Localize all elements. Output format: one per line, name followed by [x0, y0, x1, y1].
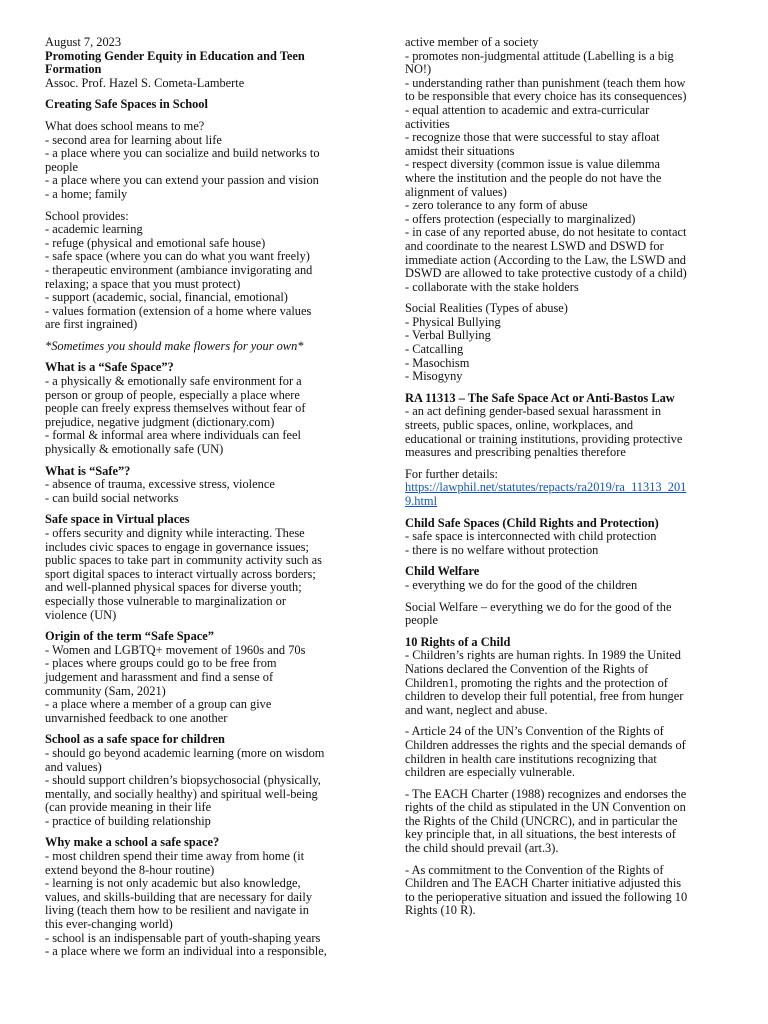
heading-line: Formation	[45, 62, 102, 77]
heading-line: Creating Safe Spaces in School	[45, 97, 208, 112]
text-line: - second area for learning about life	[45, 132, 222, 147]
text-line: mentally, and socially healthy) and spiritual well-being	[45, 786, 318, 801]
text-line: activities	[405, 116, 450, 131]
text-line: - The EACH Charter (1988) recognizes and endorses the	[405, 786, 687, 801]
text-line: Rights (10 R).	[405, 903, 476, 918]
text-line: judgement and harassment and find a sense of	[45, 669, 274, 684]
text-line: extend beyond the 8-hour routine)	[45, 862, 215, 877]
text-line: - places where groups could go to be free from	[45, 656, 277, 671]
italic-note: *Sometimes you should make flowers for your own*	[45, 338, 304, 353]
text-line: people	[405, 613, 439, 628]
heading-line: What is a “Safe Space”?	[45, 360, 174, 375]
text-line: the Rights of the Child (UNCRC), and in particular the	[405, 813, 678, 828]
text-line: Nations declared the Convention of the Rights of	[405, 661, 649, 676]
text-line: unvarnished feedback to one another	[45, 710, 228, 725]
text-line: - can build social networks	[45, 490, 179, 505]
text-line: to the perioperative situation and issued the following 10	[405, 889, 688, 904]
text-line: public spaces to take part in community activity such as	[45, 553, 322, 568]
text-line: where the institution and the people do not have the	[405, 170, 662, 185]
text-line: (can provide meaning in their life	[45, 800, 212, 815]
text-line: - Article 24 of the UN’s Convention of the Rights of	[405, 724, 664, 739]
text-line: values, and skills-building that are necessary for daily	[45, 889, 313, 904]
text-line: - therapeutic environment (ambiance invigorating and	[45, 262, 313, 277]
text-line: and want, neglect and abuse.	[405, 702, 548, 717]
text-line: - there is no welfare without protection	[405, 542, 599, 557]
text-line: - most children spend their time away from home (it	[45, 849, 305, 864]
heading-line: RA 11313 – The Safe Space Act or Anti-Bastos Law	[405, 390, 675, 405]
text-line: key principle that, in all situations, the best interests of	[405, 827, 676, 842]
text-line: - recognize those that were successful to stay afloat	[405, 130, 660, 145]
text-line: - promotes non-judgmental attitude (Labelling is a big	[405, 48, 674, 63]
link-url[interactable]: https://lawphil.net/statutes/repacts/ra2019/ra_11313_201	[405, 480, 687, 495]
text-line: this ever-changing world)	[45, 917, 173, 932]
text-line: - equal attention to academic and extra-curricular	[405, 102, 650, 117]
text-line: - Masochism	[405, 355, 470, 370]
text-line: children are especially vulnerable.	[405, 765, 575, 780]
heading-line: Promoting Gender Equity in Education and Teen	[45, 48, 305, 63]
heading-line: Origin of the term “Safe Space”	[45, 629, 214, 644]
heading-line: Safe space in Virtual places	[45, 512, 190, 527]
text-line: - a place where you can socialize and build networks to	[45, 146, 320, 161]
text-line: - a place where we form an individual into a responsible,	[45, 944, 327, 959]
text-line: - Women and LGBTQ+ movement of 1960s and 70s	[45, 642, 306, 657]
right-column	[405, 36, 725, 918]
text-line: active member of a society	[405, 35, 539, 49]
text-line: - understanding rather than punishment (teach them how	[405, 75, 686, 90]
text-line: people can freely express themselves without fear of	[45, 401, 306, 416]
text-line: DSWD are allowed to take protective custody of a child)	[405, 266, 687, 281]
text-line: sport digital spaces to interact virtually across borders;	[45, 566, 316, 581]
text-line: immediate action (According to the Law, the LSWD and	[405, 252, 686, 267]
text-line: - should go beyond academic learning (more on wisdom	[45, 745, 325, 760]
text-line: Assoc. Prof. Hazel S. Cometa-Lamberte	[45, 75, 245, 90]
text-line: - As commitment to the Convention of the Rights of	[405, 862, 664, 877]
heading-line: School as a safe space for children	[45, 732, 225, 747]
text-line: Children and The EACH Charter initiative adjusted this	[405, 876, 682, 891]
text-line: - refuge (physical and emotional safe house)	[45, 235, 266, 250]
text-line: and values)	[45, 759, 102, 774]
text-line: Social Welfare – everything we do for the good of the	[405, 599, 672, 614]
text-line: - school is an indispensable part of youth-shaping years	[45, 930, 321, 945]
text-line: violence (UN)	[45, 607, 117, 622]
text-line: - safe space is interconnected with child protection	[405, 529, 657, 544]
left-column	[45, 36, 365, 959]
text-line: are first ingrained)	[45, 317, 138, 332]
heading-line: Child Safe Spaces (Child Rights and Protection)	[405, 515, 659, 530]
text-line: - zero tolerance to any form of abuse	[405, 198, 588, 213]
text-line: - respect diversity (common issue is value dilemma	[405, 157, 660, 172]
text-line: living (teach them how to be resilient and navigate in	[45, 903, 309, 918]
text-line: August 7, 2023	[45, 35, 122, 49]
text-line: - absence of trauma, excessive stress, violence	[45, 477, 275, 492]
text-line: and well-planned physical spaces for diverse youth;	[45, 580, 302, 595]
text-line: prejudice, negative judgment (dictionary.com)	[45, 414, 275, 429]
text-line: alignment of values)	[405, 184, 507, 199]
text-line: - Physical Bullying	[405, 314, 501, 329]
text-line: - should support children’s biopsychosocial (physically,	[45, 773, 321, 788]
text-line: and coordinate to the nearest LSWD and DSWD for	[405, 238, 664, 253]
text-line: rights of the child as stipulated in the UN Convention on	[405, 800, 686, 815]
text-line: - offers protection (especially to marginalized)	[405, 211, 636, 226]
text-line: - Catcalling	[405, 342, 464, 357]
text-line: - a home; family	[45, 186, 128, 201]
text-line: relaxing; a space that you must protect)	[45, 276, 241, 291]
text-line: - an act defining gender-based sexual harassment in	[405, 404, 662, 419]
text-line: - safe space (where you can do what you want freely)	[45, 249, 310, 264]
text-line: includes civic spaces to engage in governance issues;	[45, 539, 309, 554]
text-line: measures and prescribing penalties therefore	[405, 445, 626, 460]
text-line: - values formation (extension of a home where values	[45, 303, 312, 318]
text-line: - a physically & emotionally safe environment for a	[45, 374, 302, 389]
text-line: amidst their situations	[405, 143, 515, 158]
text-line: NO!)	[405, 62, 432, 77]
text-line: - formal & informal area where individuals can feel	[45, 428, 301, 443]
text-line: - everything we do for the good of the children	[405, 577, 638, 592]
text-line: community (Sam, 2021)	[45, 683, 166, 698]
text-line: - collaborate with the stake holders	[405, 279, 579, 294]
text-line: What does school means to me?	[45, 118, 205, 133]
text-line: educational or training institutions, providing protective	[405, 431, 683, 446]
text-line: children in health care institutions recognizing that	[405, 751, 657, 766]
text-line: - Verbal Bullying	[405, 328, 491, 343]
text-line: - a place where you can extend your passion and vision	[45, 173, 319, 188]
heading-line: 10 Rights of a Child	[405, 634, 511, 649]
text-line: to be responsible that every choice has its consequences)	[405, 89, 687, 104]
text-line: Children1, promoting the rights and the protection of	[405, 675, 668, 690]
text-line: - in case of any reported abuse, do not hesitate to contact	[405, 225, 687, 240]
text-line: - support (academic, social, financial, emotional)	[45, 290, 288, 305]
text-line: School provides:	[45, 208, 129, 223]
text-line: people	[45, 159, 79, 174]
text-line: physically & emotionally safe (UN)	[45, 442, 224, 457]
text-line: - learning is not only academic but also knowledge,	[45, 876, 301, 891]
text-line: - offers security and dignity while interacting. These	[45, 526, 305, 540]
heading-line: Why make a school a safe space?	[45, 835, 220, 850]
text-line: For further details:	[405, 466, 498, 481]
text-line: - Children’s rights are human rights. In 1989 the United	[405, 648, 681, 663]
heading-line: What is “Safe”?	[45, 463, 131, 478]
link-url[interactable]: 9.html	[405, 494, 438, 508]
text-line: children to develop their full potential, free from hunger	[405, 689, 684, 704]
text-line: the child should prevail (art.3).	[405, 841, 559, 856]
heading-line: Child Welfare	[405, 564, 480, 579]
text-line: - Misogyny	[405, 369, 463, 384]
text-line: - practice of building relationship	[45, 813, 211, 828]
text-line: person or group of people, especially a place where	[45, 387, 300, 402]
text-line: especially those vulnerable to marginalization or	[45, 593, 286, 608]
text-line: streets, public spaces, online, workplaces, and	[405, 418, 634, 433]
text-line: Children addresses the rights and the special demands of	[405, 737, 686, 752]
text-line: - a place where a member of a group can give	[45, 697, 272, 712]
text-line: Social Realities (Types of abuse)	[405, 301, 568, 316]
text-line: - academic learning	[45, 222, 143, 237]
